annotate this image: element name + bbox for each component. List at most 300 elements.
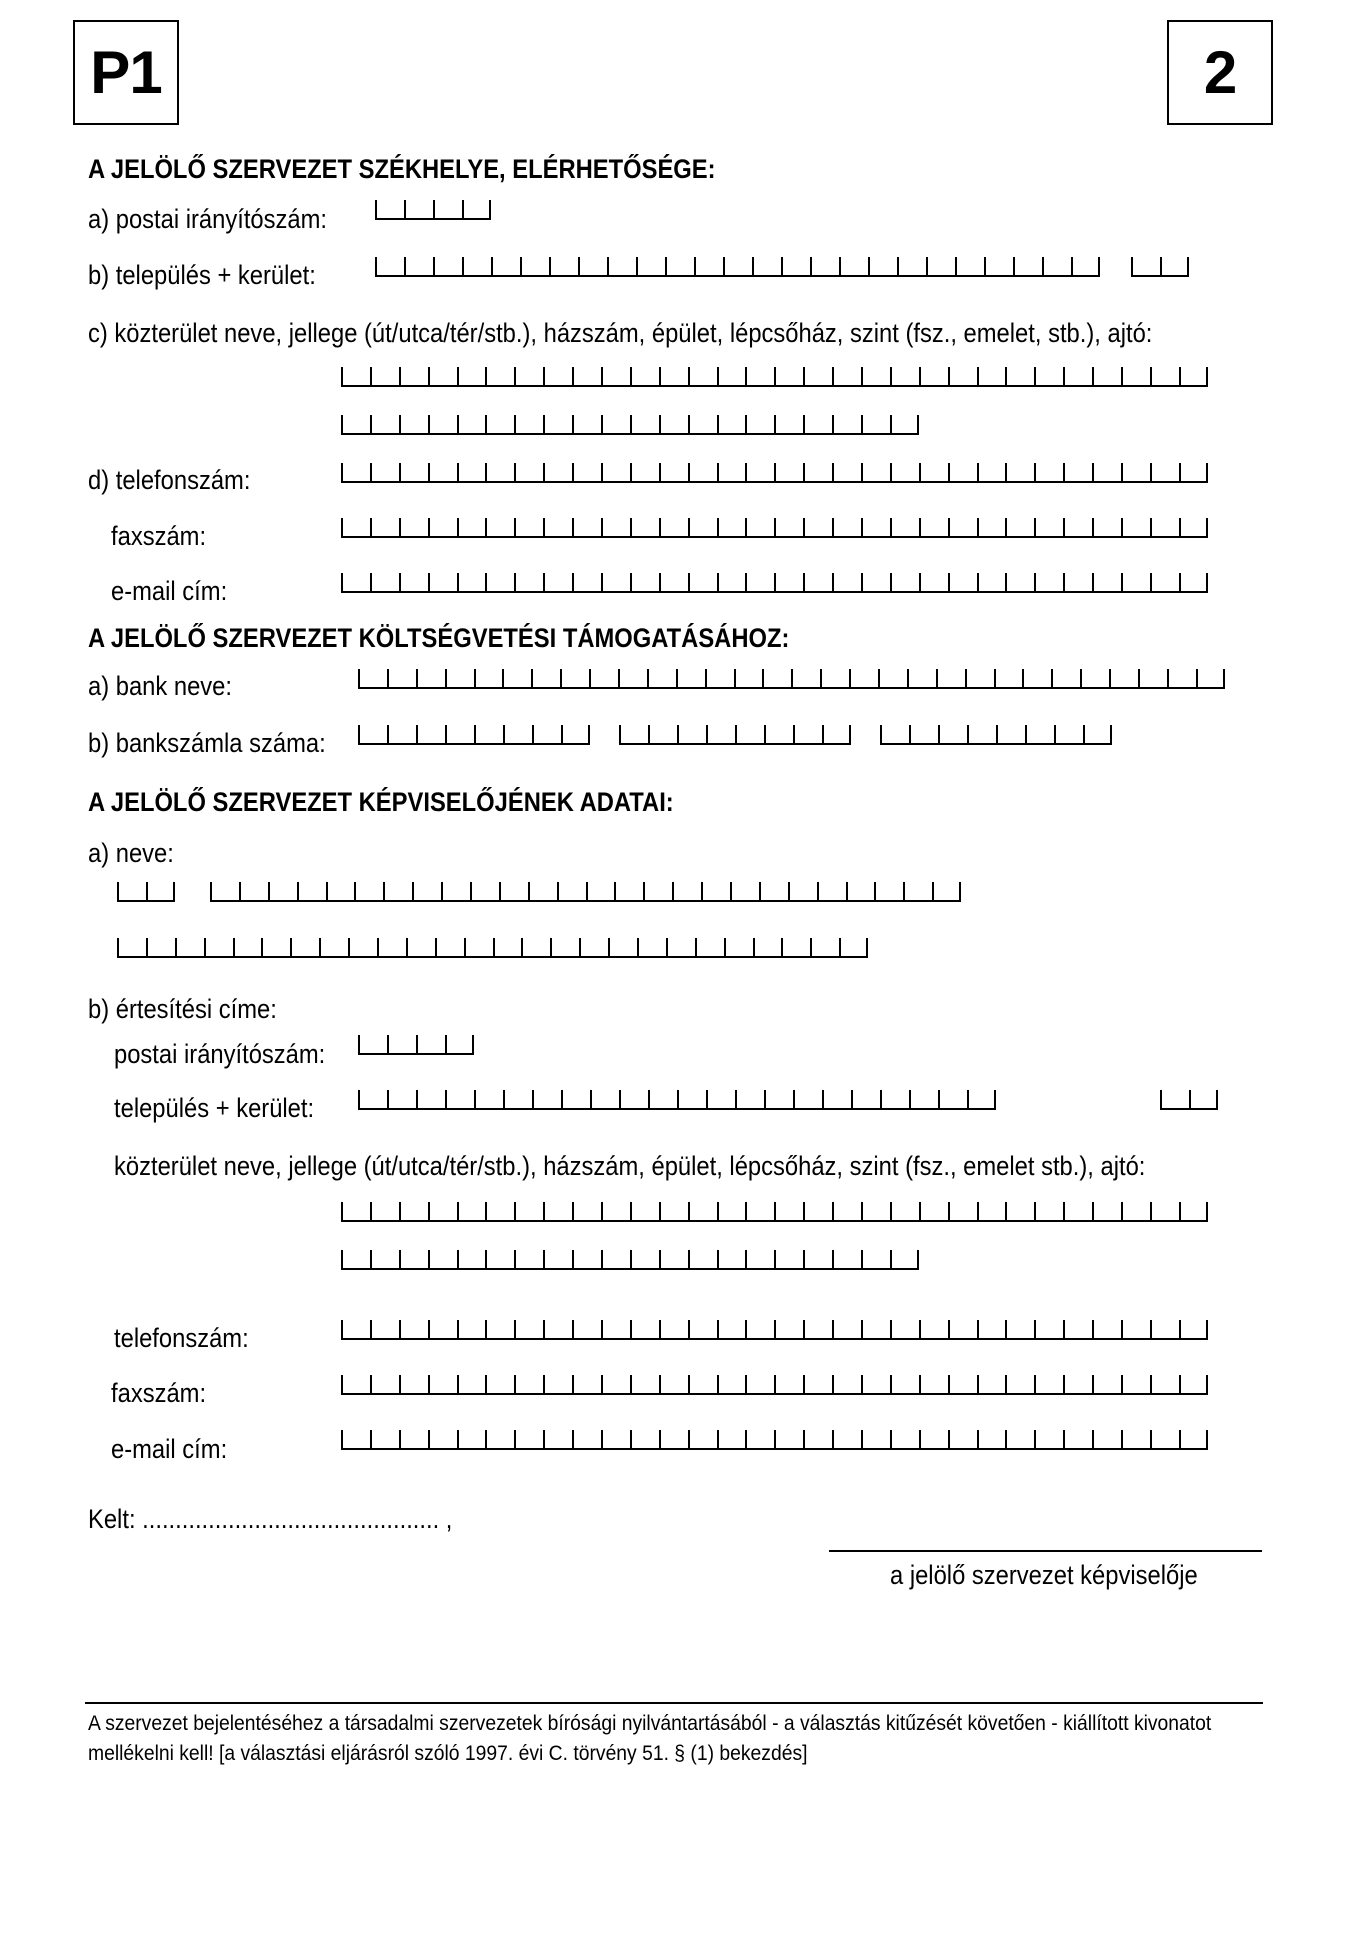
char-cell[interactable] xyxy=(441,882,470,902)
char-cell[interactable] xyxy=(774,573,803,593)
char-cell[interactable] xyxy=(717,415,746,435)
char-cell[interactable] xyxy=(665,257,694,277)
char-cell[interactable] xyxy=(1005,1375,1034,1395)
char-cell[interactable] xyxy=(643,882,672,902)
char-cell[interactable] xyxy=(572,1320,601,1340)
char-cell[interactable] xyxy=(705,669,734,689)
char-cell[interactable] xyxy=(416,1035,445,1055)
char-cell[interactable] xyxy=(948,1202,977,1222)
char-cell[interactable] xyxy=(499,882,528,902)
char-cell[interactable] xyxy=(474,725,503,745)
char-cell[interactable] xyxy=(572,463,601,483)
char-cell[interactable] xyxy=(1121,1375,1150,1395)
char-cell[interactable] xyxy=(724,938,753,958)
char-cell[interactable] xyxy=(874,882,903,902)
char-cell[interactable] xyxy=(457,518,486,538)
char-cell[interactable] xyxy=(1179,1202,1208,1222)
char-cell[interactable] xyxy=(717,367,746,387)
char-cell[interactable] xyxy=(358,1090,387,1110)
rep-district-field[interactable] xyxy=(1160,1090,1218,1110)
char-cell[interactable] xyxy=(868,257,897,277)
char-cell[interactable] xyxy=(543,415,572,435)
char-cell[interactable] xyxy=(428,1250,457,1270)
char-cell[interactable] xyxy=(404,257,433,277)
char-cell[interactable] xyxy=(433,257,462,277)
char-cell[interactable] xyxy=(890,518,919,538)
char-cell[interactable] xyxy=(1121,1202,1150,1222)
char-cell[interactable] xyxy=(457,1375,486,1395)
char-cell[interactable] xyxy=(936,669,965,689)
rep-name-field-line2[interactable] xyxy=(117,938,868,958)
char-cell[interactable] xyxy=(445,1090,474,1110)
char-cell[interactable] xyxy=(1025,725,1054,745)
char-cell[interactable] xyxy=(341,1320,370,1340)
char-cell[interactable] xyxy=(803,1375,832,1395)
char-cell[interactable] xyxy=(977,1202,1006,1222)
char-cell[interactable] xyxy=(341,1430,370,1450)
char-cell[interactable] xyxy=(996,725,1025,745)
char-cell[interactable] xyxy=(745,1430,774,1450)
char-cell[interactable] xyxy=(341,463,370,483)
char-cell[interactable] xyxy=(1150,1430,1179,1450)
char-cell[interactable] xyxy=(717,573,746,593)
char-cell[interactable] xyxy=(572,1430,601,1450)
char-cell[interactable] xyxy=(1179,518,1208,538)
char-cell[interactable] xyxy=(370,1375,399,1395)
char-cell[interactable] xyxy=(774,367,803,387)
char-cell[interactable] xyxy=(601,1250,630,1270)
char-cell[interactable] xyxy=(890,1375,919,1395)
char-cell[interactable] xyxy=(1109,669,1138,689)
char-cell[interactable] xyxy=(601,573,630,593)
char-cell[interactable] xyxy=(619,1090,648,1110)
char-cell[interactable] xyxy=(1121,518,1150,538)
char-cell[interactable] xyxy=(630,518,659,538)
char-cell[interactable] xyxy=(810,938,839,958)
char-cell[interactable] xyxy=(1034,463,1063,483)
char-cell[interactable] xyxy=(659,1320,688,1340)
char-cell[interactable] xyxy=(586,882,615,902)
char-cell[interactable] xyxy=(880,725,909,745)
char-cell[interactable] xyxy=(890,415,919,435)
char-cell[interactable] xyxy=(462,200,491,220)
char-cell[interactable] xyxy=(919,1375,948,1395)
char-cell[interactable] xyxy=(745,463,774,483)
char-cell[interactable] xyxy=(464,938,493,958)
char-cell[interactable] xyxy=(781,938,810,958)
char-cell[interactable] xyxy=(994,669,1023,689)
char-cell[interactable] xyxy=(428,518,457,538)
char-cell[interactable] xyxy=(791,669,820,689)
char-cell[interactable] xyxy=(341,573,370,593)
char-cell[interactable] xyxy=(572,367,601,387)
char-cell[interactable] xyxy=(399,573,428,593)
char-cell[interactable] xyxy=(774,1320,803,1340)
char-cell[interactable] xyxy=(457,367,486,387)
char-cell[interactable] xyxy=(370,415,399,435)
char-cell[interactable] xyxy=(514,463,543,483)
char-cell[interactable] xyxy=(861,1250,890,1270)
hq-street-field-line1[interactable] xyxy=(341,367,1208,387)
char-cell[interactable] xyxy=(822,725,851,745)
char-cell[interactable] xyxy=(861,415,890,435)
char-cell[interactable] xyxy=(1042,257,1071,277)
char-cell[interactable] xyxy=(601,1430,630,1450)
char-cell[interactable] xyxy=(762,669,791,689)
char-cell[interactable] xyxy=(832,1250,861,1270)
char-cell[interactable] xyxy=(387,725,416,745)
char-cell[interactable] xyxy=(485,1430,514,1450)
char-cell[interactable] xyxy=(890,1202,919,1222)
char-cell[interactable] xyxy=(561,725,590,745)
char-cell[interactable] xyxy=(354,882,383,902)
char-cell[interactable] xyxy=(637,938,666,958)
char-cell[interactable] xyxy=(659,573,688,593)
char-cell[interactable] xyxy=(839,257,868,277)
char-cell[interactable] xyxy=(1005,367,1034,387)
char-cell[interactable] xyxy=(948,1430,977,1450)
char-cell[interactable] xyxy=(851,1090,880,1110)
char-cell[interactable] xyxy=(820,669,849,689)
char-cell[interactable] xyxy=(532,1090,561,1110)
char-cell[interactable] xyxy=(1034,1320,1063,1340)
char-cell[interactable] xyxy=(428,367,457,387)
char-cell[interactable] xyxy=(745,367,774,387)
char-cell[interactable] xyxy=(774,415,803,435)
char-cell[interactable] xyxy=(1080,669,1109,689)
char-cell[interactable] xyxy=(341,1250,370,1270)
char-cell[interactable] xyxy=(1005,518,1034,538)
char-cell[interactable] xyxy=(445,1035,474,1055)
char-cell[interactable] xyxy=(1138,669,1167,689)
char-cell[interactable] xyxy=(948,573,977,593)
char-cell[interactable] xyxy=(803,463,832,483)
char-cell[interactable] xyxy=(878,669,907,689)
char-cell[interactable] xyxy=(578,257,607,277)
char-cell[interactable] xyxy=(659,463,688,483)
char-cell[interactable] xyxy=(706,1090,735,1110)
char-cell[interactable] xyxy=(370,1202,399,1222)
char-cell[interactable] xyxy=(919,573,948,593)
char-cell[interactable] xyxy=(1005,1430,1034,1450)
char-cell[interactable] xyxy=(543,367,572,387)
char-cell[interactable] xyxy=(861,1202,890,1222)
char-cell[interactable] xyxy=(948,518,977,538)
char-cell[interactable] xyxy=(457,1202,486,1222)
char-cell[interactable] xyxy=(926,257,955,277)
char-cell[interactable] xyxy=(846,882,875,902)
char-cell[interactable] xyxy=(636,257,665,277)
rep-street-field-line1[interactable] xyxy=(341,1202,1208,1222)
char-cell[interactable] xyxy=(608,938,637,958)
char-cell[interactable] xyxy=(416,669,445,689)
char-cell[interactable] xyxy=(890,463,919,483)
char-cell[interactable] xyxy=(1034,1430,1063,1450)
char-cell[interactable] xyxy=(919,1430,948,1450)
char-cell[interactable] xyxy=(832,1430,861,1450)
char-cell[interactable] xyxy=(677,1090,706,1110)
char-cell[interactable] xyxy=(977,518,1006,538)
char-cell[interactable] xyxy=(1189,1090,1218,1110)
char-cell[interactable] xyxy=(341,415,370,435)
char-cell[interactable] xyxy=(630,1202,659,1222)
char-cell[interactable] xyxy=(1092,1320,1121,1340)
char-cell[interactable] xyxy=(1092,1375,1121,1395)
char-cell[interactable] xyxy=(1051,669,1080,689)
hq-settlement-field[interactable] xyxy=(375,257,1100,277)
char-cell[interactable] xyxy=(383,882,412,902)
char-cell[interactable] xyxy=(717,1375,746,1395)
rep-settlement-field[interactable] xyxy=(358,1090,996,1110)
char-cell[interactable] xyxy=(412,882,441,902)
char-cell[interactable] xyxy=(1063,518,1092,538)
char-cell[interactable] xyxy=(745,1250,774,1270)
char-cell[interactable] xyxy=(557,882,586,902)
char-cell[interactable] xyxy=(659,1250,688,1270)
char-cell[interactable] xyxy=(984,257,1013,277)
char-cell[interactable] xyxy=(175,938,204,958)
char-cell[interactable] xyxy=(832,1375,861,1395)
char-cell[interactable] xyxy=(938,725,967,745)
char-cell[interactable] xyxy=(370,518,399,538)
char-cell[interactable] xyxy=(601,1202,630,1222)
char-cell[interactable] xyxy=(1063,1430,1092,1450)
char-cell[interactable] xyxy=(803,367,832,387)
hq-email-field[interactable] xyxy=(341,573,1208,593)
char-cell[interactable] xyxy=(659,1375,688,1395)
char-cell[interactable] xyxy=(399,518,428,538)
char-cell[interactable] xyxy=(803,1202,832,1222)
char-cell[interactable] xyxy=(659,1430,688,1450)
rep-phone-field[interactable] xyxy=(341,1320,1208,1340)
char-cell[interactable] xyxy=(861,367,890,387)
char-cell[interactable] xyxy=(1005,463,1034,483)
char-cell[interactable] xyxy=(977,573,1006,593)
char-cell[interactable] xyxy=(233,938,262,958)
char-cell[interactable] xyxy=(752,257,781,277)
char-cell[interactable] xyxy=(503,725,532,745)
char-cell[interactable] xyxy=(457,1250,486,1270)
char-cell[interactable] xyxy=(268,882,297,902)
char-cell[interactable] xyxy=(1092,1430,1121,1450)
char-cell[interactable] xyxy=(1196,669,1225,689)
char-cell[interactable] xyxy=(630,1250,659,1270)
char-cell[interactable] xyxy=(370,463,399,483)
char-cell[interactable] xyxy=(358,1035,387,1055)
char-cell[interactable] xyxy=(601,1375,630,1395)
char-cell[interactable] xyxy=(630,1320,659,1340)
char-cell[interactable] xyxy=(375,200,404,220)
char-cell[interactable] xyxy=(781,257,810,277)
hq-fax-field[interactable] xyxy=(341,518,1208,538)
char-cell[interactable] xyxy=(601,518,630,538)
char-cell[interactable] xyxy=(688,518,717,538)
char-cell[interactable] xyxy=(520,257,549,277)
char-cell[interactable] xyxy=(572,1250,601,1270)
char-cell[interactable] xyxy=(730,882,759,902)
char-cell[interactable] xyxy=(948,367,977,387)
char-cell[interactable] xyxy=(1121,1430,1150,1450)
char-cell[interactable] xyxy=(601,415,630,435)
char-cell[interactable] xyxy=(648,1090,677,1110)
char-cell[interactable] xyxy=(543,1430,572,1450)
char-cell[interactable] xyxy=(399,1320,428,1340)
char-cell[interactable] xyxy=(909,1090,938,1110)
char-cell[interactable] xyxy=(919,367,948,387)
char-cell[interactable] xyxy=(341,518,370,538)
char-cell[interactable] xyxy=(474,669,503,689)
char-cell[interactable] xyxy=(745,518,774,538)
char-cell[interactable] xyxy=(1022,669,1051,689)
char-cell[interactable] xyxy=(370,573,399,593)
char-cell[interactable] xyxy=(695,938,724,958)
hq-district-field[interactable] xyxy=(1131,257,1189,277)
char-cell[interactable] xyxy=(861,1430,890,1450)
char-cell[interactable] xyxy=(677,725,706,745)
char-cell[interactable] xyxy=(532,725,561,745)
char-cell[interactable] xyxy=(1005,573,1034,593)
char-cell[interactable] xyxy=(1121,1320,1150,1340)
char-cell[interactable] xyxy=(1160,1090,1189,1110)
char-cell[interactable] xyxy=(607,257,636,277)
char-cell[interactable] xyxy=(485,463,514,483)
char-cell[interactable] xyxy=(341,1375,370,1395)
hq-postal-code-field[interactable] xyxy=(375,200,491,220)
char-cell[interactable] xyxy=(717,463,746,483)
char-cell[interactable] xyxy=(387,669,416,689)
char-cell[interactable] xyxy=(428,1202,457,1222)
char-cell[interactable] xyxy=(717,1250,746,1270)
char-cell[interactable] xyxy=(977,463,1006,483)
char-cell[interactable] xyxy=(977,1375,1006,1395)
date-line[interactable]: Kelt: ............................................. , xyxy=(88,1504,453,1534)
char-cell[interactable] xyxy=(688,573,717,593)
char-cell[interactable] xyxy=(774,1375,803,1395)
char-cell[interactable] xyxy=(861,573,890,593)
char-cell[interactable] xyxy=(572,518,601,538)
char-cell[interactable] xyxy=(659,1202,688,1222)
char-cell[interactable] xyxy=(630,415,659,435)
char-cell[interactable] xyxy=(659,518,688,538)
char-cell[interactable] xyxy=(919,1202,948,1222)
char-cell[interactable] xyxy=(630,463,659,483)
char-cell[interactable] xyxy=(774,463,803,483)
char-cell[interactable] xyxy=(1005,1320,1034,1340)
bank-account-field-part1[interactable] xyxy=(358,725,590,745)
char-cell[interactable] xyxy=(601,463,630,483)
char-cell[interactable] xyxy=(861,518,890,538)
char-cell[interactable] xyxy=(462,257,491,277)
char-cell[interactable] xyxy=(861,1320,890,1340)
char-cell[interactable] xyxy=(717,1430,746,1450)
char-cell[interactable] xyxy=(803,415,832,435)
char-cell[interactable] xyxy=(1179,573,1208,593)
char-cell[interactable] xyxy=(514,573,543,593)
char-cell[interactable] xyxy=(370,1320,399,1340)
char-cell[interactable] xyxy=(1092,1202,1121,1222)
char-cell[interactable] xyxy=(485,1202,514,1222)
char-cell[interactable] xyxy=(399,1375,428,1395)
char-cell[interactable] xyxy=(503,1090,532,1110)
char-cell[interactable] xyxy=(1034,1375,1063,1395)
char-cell[interactable] xyxy=(579,938,608,958)
rep-street-field-line2[interactable] xyxy=(341,1250,919,1270)
char-cell[interactable] xyxy=(399,367,428,387)
char-cell[interactable] xyxy=(457,1430,486,1450)
char-cell[interactable] xyxy=(774,518,803,538)
char-cell[interactable] xyxy=(948,463,977,483)
char-cell[interactable] xyxy=(803,1320,832,1340)
char-cell[interactable] xyxy=(370,1430,399,1450)
char-cell[interactable] xyxy=(919,463,948,483)
char-cell[interactable] xyxy=(1013,257,1042,277)
char-cell[interactable] xyxy=(890,573,919,593)
char-cell[interactable] xyxy=(370,1250,399,1270)
char-cell[interactable] xyxy=(810,257,839,277)
char-cell[interactable] xyxy=(1121,367,1150,387)
rep-email-field[interactable] xyxy=(341,1430,1208,1450)
char-cell[interactable] xyxy=(832,415,861,435)
char-cell[interactable] xyxy=(793,725,822,745)
char-cell[interactable] xyxy=(543,1202,572,1222)
char-cell[interactable] xyxy=(919,1320,948,1340)
char-cell[interactable] xyxy=(880,1090,909,1110)
char-cell[interactable] xyxy=(1150,518,1179,538)
char-cell[interactable] xyxy=(297,882,326,902)
char-cell[interactable] xyxy=(341,1202,370,1222)
char-cell[interactable] xyxy=(659,367,688,387)
char-cell[interactable] xyxy=(528,882,557,902)
char-cell[interactable] xyxy=(630,1375,659,1395)
char-cell[interactable] xyxy=(358,725,387,745)
char-cell[interactable] xyxy=(977,1430,1006,1450)
char-cell[interactable] xyxy=(672,882,701,902)
char-cell[interactable] xyxy=(1083,725,1112,745)
char-cell[interactable] xyxy=(717,1202,746,1222)
char-cell[interactable] xyxy=(764,725,793,745)
char-cell[interactable] xyxy=(1179,367,1208,387)
char-cell[interactable] xyxy=(745,1320,774,1340)
char-cell[interactable] xyxy=(514,1430,543,1450)
char-cell[interactable] xyxy=(146,938,175,958)
char-cell[interactable] xyxy=(832,367,861,387)
char-cell[interactable] xyxy=(1150,573,1179,593)
char-cell[interactable] xyxy=(326,882,355,902)
char-cell[interactable] xyxy=(358,669,387,689)
char-cell[interactable] xyxy=(890,1430,919,1450)
char-cell[interactable] xyxy=(1131,257,1160,277)
char-cell[interactable] xyxy=(890,1320,919,1340)
char-cell[interactable] xyxy=(932,882,961,902)
char-cell[interactable] xyxy=(1150,463,1179,483)
char-cell[interactable] xyxy=(514,1250,543,1270)
char-cell[interactable] xyxy=(938,1090,967,1110)
char-cell[interactable] xyxy=(1167,669,1196,689)
char-cell[interactable] xyxy=(753,938,782,958)
char-cell[interactable] xyxy=(688,367,717,387)
char-cell[interactable] xyxy=(485,1320,514,1340)
char-cell[interactable] xyxy=(387,1090,416,1110)
char-cell[interactable] xyxy=(817,882,846,902)
char-cell[interactable] xyxy=(428,1430,457,1450)
char-cell[interactable] xyxy=(735,1090,764,1110)
hq-street-field-line2[interactable] xyxy=(341,415,919,435)
char-cell[interactable] xyxy=(261,938,290,958)
char-cell[interactable] xyxy=(146,882,175,902)
char-cell[interactable] xyxy=(745,415,774,435)
char-cell[interactable] xyxy=(348,938,377,958)
char-cell[interactable] xyxy=(1063,1320,1092,1340)
